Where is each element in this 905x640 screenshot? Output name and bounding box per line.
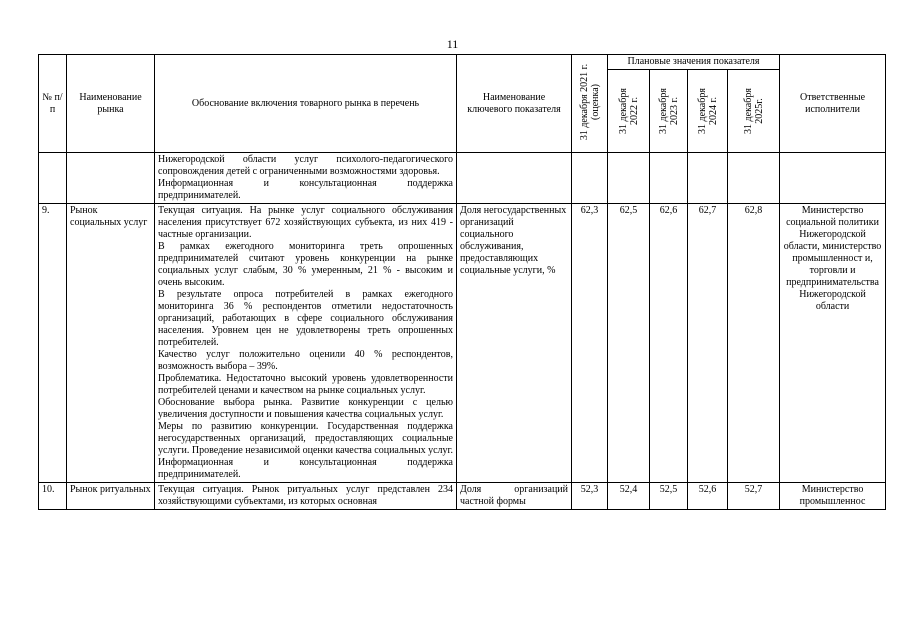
table-row — [39, 204, 886, 483]
value-2021: 62,3 — [572, 204, 608, 483]
value-2025: 62,8 — [728, 204, 780, 483]
row-num: 9. — [39, 204, 67, 483]
justification-paragraph: Качество услуг положительно оценили 40 % респондентов, возможность выбора – 39%. — [158, 349, 453, 372]
value-2021: 52,3 — [572, 483, 608, 510]
row-justification — [155, 204, 457, 483]
continuation-row — [39, 153, 886, 204]
row-responsible: Министерство социальной политики Нижегородской области, министерство промышленност и, торговли и предпринимательства Нижегородской области — [780, 204, 886, 483]
justification-paragraph: Обоснование выбора рынка. Развитие конкуренции с целью увеличения доступности и повышения качества социальных услуг. — [158, 397, 453, 420]
continuation-paragraph: Информационная и консультационная поддержка предпринимателей. — [158, 178, 453, 201]
row-justification: Текущая ситуация. Рынок ритуальных услуг представлен 234 хозяйствующими субъектами, из которых основная — [155, 483, 457, 510]
header-indicator: Наименование ключевого показателя — [457, 55, 572, 153]
header-num: № п/п — [39, 55, 67, 153]
continuation-justification — [155, 153, 457, 204]
justification-paragraph: Текущая ситуация. На рынке услуг социального обслуживания населения присутствует 672 хозяйствующих субъекта, из них 419 - частные организации. — [158, 205, 453, 240]
justification-paragraph: В рамках ежегодного мониторинга треть опрошенных предпринимателей считают уровень конкуренции на рынке социальных услуг слабым, 30 % умеренным, 21 % - высоким и очень высоким. — [158, 241, 453, 288]
row-indicator: Доля негосударственных организаций социального обслуживания, предоставляющих социальные услуги, % — [457, 204, 572, 483]
justification-paragraph: В результате опроса потребителей в рамках ежегодного мониторинга 36 % респондентов отметили недостаточность организаций, работающих в сфере социального обслуживания населения. Уровнем цен не удовлетворены треть опрошенных потребителей. — [158, 289, 453, 348]
justification-paragraph: Меры по развитию конкуренции. Государственная поддержка негосударственных организаций, предоставляющих социальные услуги. Проведение независимой оценки качества социальных услуг. Информационная и консультационная поддержка предпринимателей. — [158, 421, 453, 480]
header-2023: 31 декабря 2023 г. — [657, 88, 680, 134]
header-2024-cell — [688, 70, 728, 153]
header-justification: Обоснование включения товарного рынка в перечень — [155, 55, 457, 153]
row-market: Рынок социальных услуг — [67, 204, 155, 483]
value-2022: 62,5 — [608, 204, 650, 483]
header-2022: 31 декабря 2022 г. — [617, 88, 640, 134]
justification-paragraph: Проблематика. Недостаточно высокий уровень удовлетворенности потребителей ценами и качеством на рынке социальных услуг. — [158, 373, 453, 396]
value-2024: 62,7 — [688, 204, 728, 483]
header-2021: 31 декабря 2021 г. (оценка) — [578, 63, 601, 141]
header-2025-cell — [728, 70, 780, 153]
header-market: Наименование рынка — [67, 55, 155, 153]
header-planned-group: Плановые значения показателя — [608, 55, 780, 70]
table-row — [39, 483, 886, 510]
continuation-paragraph: Нижегородской области услуг психолого-педагогического сопровождения детей с ограниченными возможностями здоровья. — [158, 154, 453, 177]
row-responsible: Министерство промышленнос — [780, 483, 886, 510]
row-indicator: Доля организаций частной формы — [457, 483, 572, 510]
page-number: 11 — [446, 37, 459, 51]
competition-markets-table — [38, 54, 886, 510]
value-2023: 62,6 — [650, 204, 688, 483]
header-2023-cell — [650, 70, 688, 153]
value-2024: 52,6 — [688, 483, 728, 510]
value-2023: 52,5 — [650, 483, 688, 510]
header-2021-cell — [572, 55, 608, 153]
header-responsible: Ответственные исполнители — [780, 55, 886, 153]
header-row-1 — [39, 55, 886, 70]
header-2024: 31 декабря 2024 г. — [696, 88, 719, 134]
header-2025: 31 декабря 2025г. — [742, 88, 765, 134]
header-2022-cell — [608, 70, 650, 153]
value-2022: 52,4 — [608, 483, 650, 510]
row-market: Рынок ритуальных — [67, 483, 155, 510]
value-2025: 52,7 — [728, 483, 780, 510]
row-num: 10. — [39, 483, 67, 510]
